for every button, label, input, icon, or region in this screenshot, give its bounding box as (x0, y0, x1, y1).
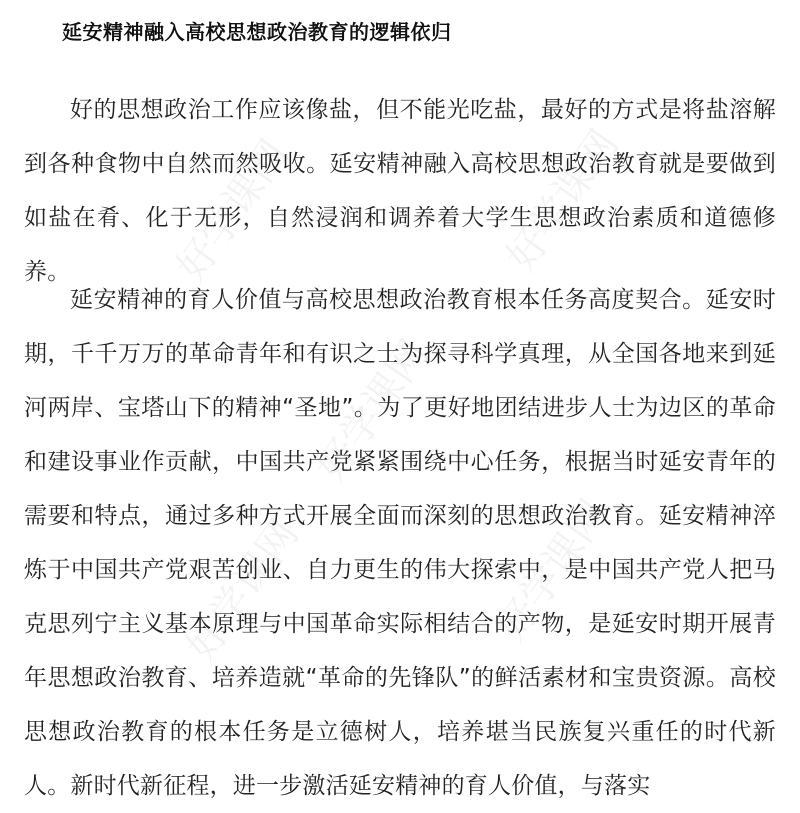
watermark: 好学课网 (308, 331, 438, 490)
paragraph-2: 延安精神的育人价值与高校思想政治教育根本任务高度契合。延安时期，千千万万的革命青年和有识之士为探寻科学真理，从全国各地来到延河两岸、宝塔山下的精神“圣地”。为了更好地团结进步人士为边区的革命和建设事业作贡献，中国共产党紧紧围绕中心任务，根据当时延安青年的需要和特点，通过多种方式开展全面而深刻的思想政治教育。延安精神淬炼于中国共产党艰苦创业、自力更生的伟大探索中，是中国共产党人把马克思列宁主义基本原理与中国革命实际相结合的产物，是延安时期开展青年思想政治教育、培养造就“革命的先锋队”的鲜活素材和宝贵资源。高校思想政治教育的根本任务是立德树人，培养堪当民族复兴重任的时代新人。新时代新征程，进一步激活延安精神的育人价值，与落实 (24, 287, 776, 799)
paragraph-1: 好的思想政治工作应该像盐，但不能光吃盐，最好的方式是将盐溶解到各种食物中自然而然吸收。延安精神融入高校思想政治教育就是要做到如盐在肴、化于无形，自然浸润和调养着大学生思想政治素质和道德修养。 (24, 97, 776, 285)
watermark: 好学课网 (168, 131, 298, 290)
document-title: 延安精神融入高校思想政治教育的逻辑依归 (62, 20, 452, 44)
watermark: 好学课网 (488, 491, 618, 650)
watermark: 好学课网 (498, 121, 628, 280)
watermark: 好学课网 (178, 511, 308, 670)
